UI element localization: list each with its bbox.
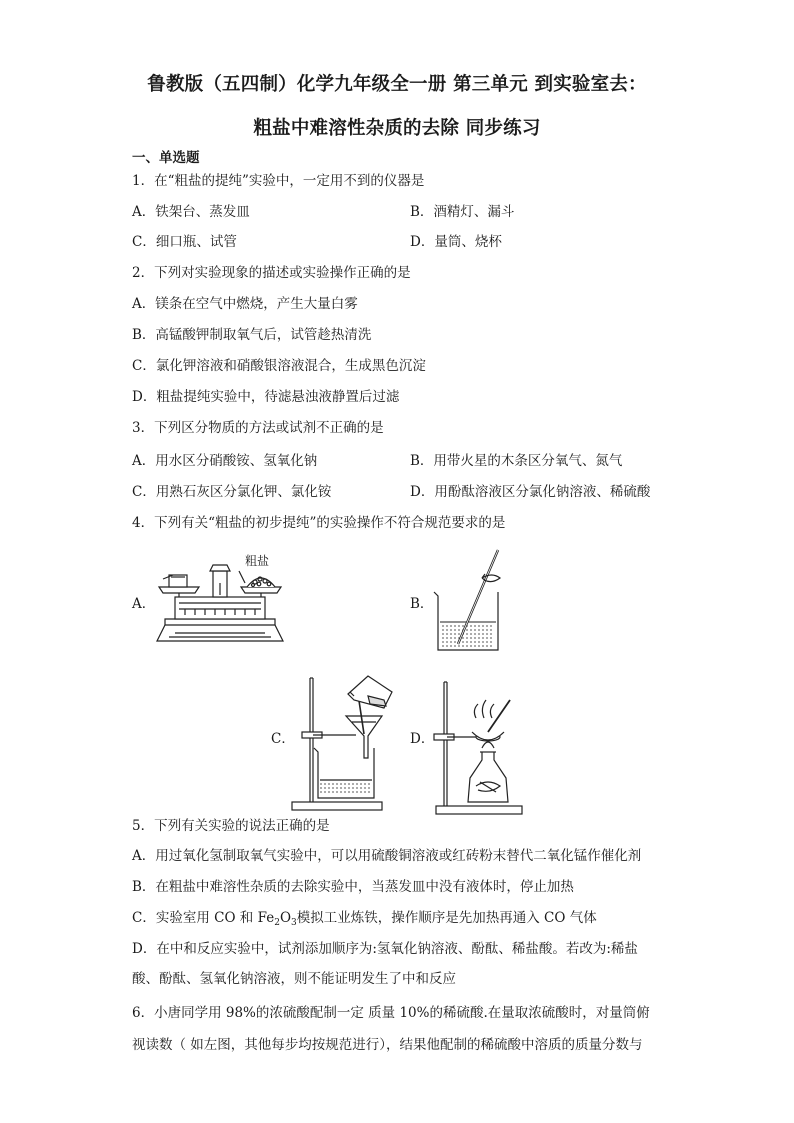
q4-option-c-label: C．	[271, 731, 295, 747]
q1-option-d: D．量筒、烧杯	[410, 234, 502, 250]
filtration-figure	[288, 672, 398, 812]
beaker-stirring-figure	[432, 548, 514, 654]
q4-option-b-label: B．	[410, 596, 434, 612]
title-line-1: 鲁教版（五四制）化学九年级全一册 第三单元 到实验室去：	[147, 74, 647, 95]
q3-option-c: C．用熟石灰区分氯化钾、氯化铵	[132, 484, 332, 500]
q1-option-b: B．酒精灯、漏斗	[410, 204, 515, 220]
q2-option-d: D．粗盐提纯实验中，待滤悬浊液静置后过滤	[132, 389, 400, 405]
q5-option-c-sub2: 3	[291, 918, 297, 928]
q3-option-d: D．用酚酞溶液区分氯化钠溶液、稀硫酸	[410, 484, 651, 500]
coarse-salt-label: 粗盐	[245, 554, 270, 568]
q5-option-c-part2: O	[279, 910, 292, 926]
section-heading: 一、单选题	[132, 150, 200, 166]
q5-option-d-line-2: 酸、酚酞、氢氧化钠溶液，则不能证明发生了中和反应	[132, 971, 456, 987]
q1-option-c: C．细口瓶、试管	[132, 234, 237, 250]
q2-option-b: B．高锰酸钾制取氧气后，试管趁热清洗	[132, 327, 372, 343]
q3-option-a: A．用水区分硝酸铵、氢氧化钠	[132, 453, 318, 469]
q3-stem: 3．下列区分物质的方法或试剂不正确的是	[132, 420, 384, 436]
evaporation-figure	[430, 678, 530, 816]
q1-stem: 1．在“粗盐的提纯”实验中，一定用不到的仪器是	[132, 173, 425, 189]
q5-option-c-sub1: 2	[274, 918, 280, 928]
q5-option-c-part3: 模拟工业炼铁，操作顺序是先加热再通入 CO 气体	[296, 910, 597, 926]
q4-stem: 4．下列有关“粗盐的初步提纯”的实验操作不符合规范要求的是	[132, 515, 506, 531]
q5-stem: 5．下列有关实验的说法正确的是	[132, 818, 330, 834]
q5-option-c	[132, 909, 597, 932]
q3-option-b: B．用带火星的木条区分氧气、氮气	[410, 453, 623, 469]
q5-option-b: B．在粗盐中难溶性杂质的去除实验中，当蒸发皿中没有液体时，停止加热	[132, 879, 574, 895]
q5-option-a: A．用过氧化氢制取氧气实验中，可以用硫酸铜溶液或红砖粉末替代二氧化锰作催化剂	[132, 848, 642, 864]
q5-option-d-line-1: D．在中和反应实验中，试剂添加顺序为:氢氧化钠溶液、酚酞、稀盐酸。若改为:稀盐	[132, 941, 638, 957]
balance-figure	[155, 553, 285, 645]
q4-option-a-label: A．	[132, 596, 156, 612]
q4-option-d-label: D．	[410, 731, 435, 747]
q6-line-1: 6．小唐同学用 98%的浓硫酸配制一定 质量 10%的稀硫酸.在量取浓硫酸时，对量筒俯	[132, 1005, 650, 1021]
q2-option-c: C．氯化钾溶液和硝酸银溶液混合，生成黑色沉淀	[132, 358, 426, 374]
q1-option-a: A．铁架台、蒸发皿	[132, 204, 250, 220]
q2-option-a: A．镁条在空气中燃烧，产生大量白雾	[132, 296, 358, 312]
q2-stem: 2．下列对实验现象的描述或实验操作正确的是	[132, 265, 411, 281]
title-line-2: 粗盐中难溶性杂质的去除 同步练习	[253, 118, 541, 139]
q5-option-c-part1: C．实验室用 CO 和 Fe	[132, 910, 275, 926]
q6-line-2: 视读数（ 如左图，其他每步均按规范进行），结果他配制的稀硫酸中溶质的质量分数与	[132, 1037, 643, 1053]
